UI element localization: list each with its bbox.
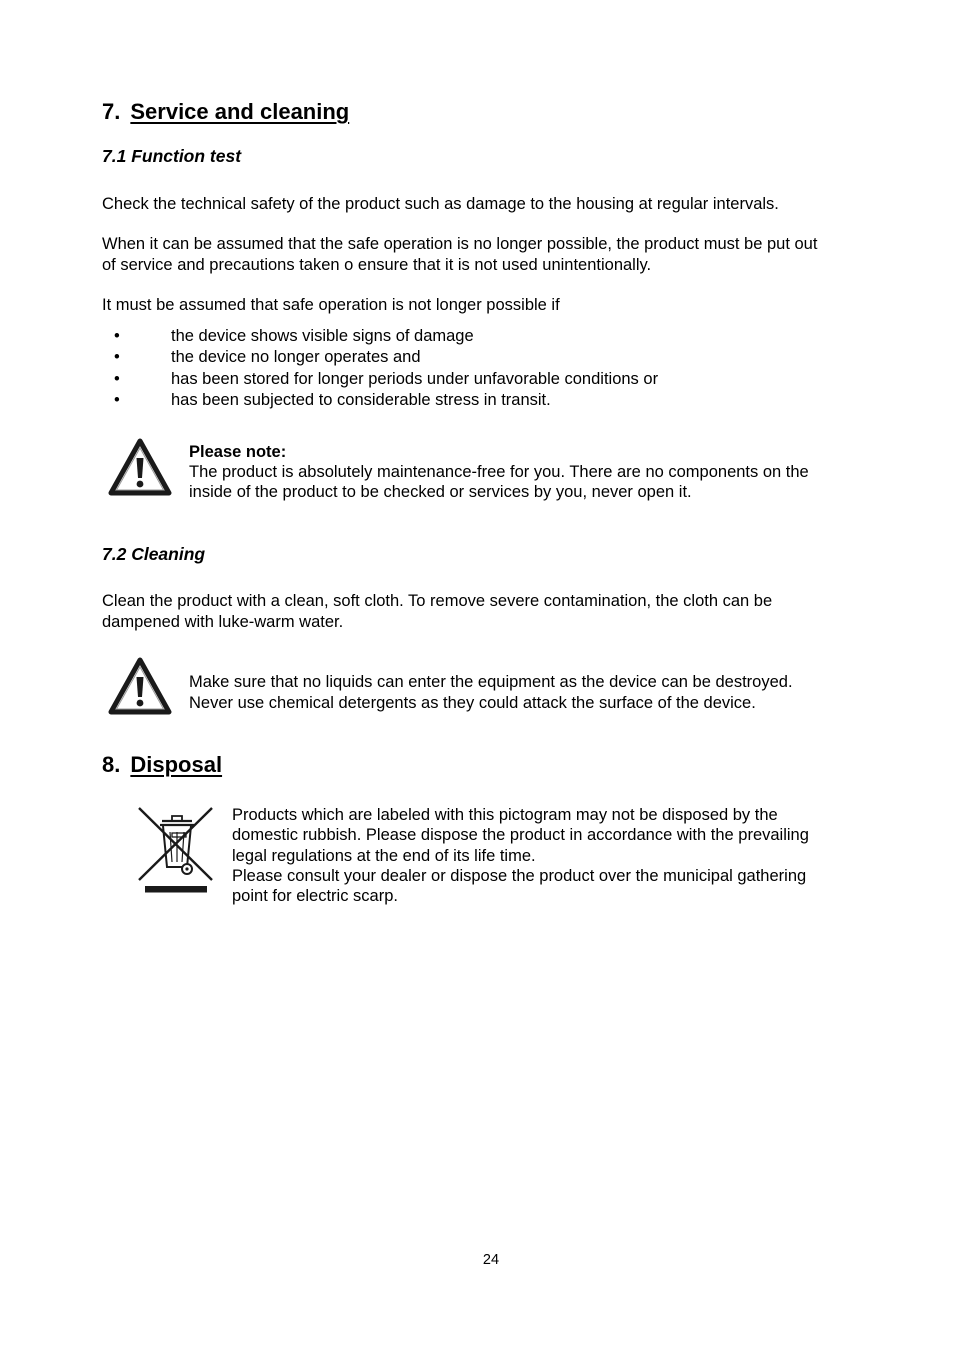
page-number: 24: [482, 1252, 500, 1268]
warning-text-line-1: Make sure that no liquids can enter the equipment as the device can be destroyed.: [189, 673, 793, 691]
paragraph-cleaning-line-2: dampened with luke-warm water.: [102, 613, 344, 631]
list-item: • has been subjected to considerable stress in transit.: [114, 390, 814, 411]
paragraph-conditions-intro: It must be assumed that safe operation is not longer possible if: [102, 296, 560, 314]
warning-text-line-2: Never use chemical detergents as they could attack the surface of the device.: [189, 694, 756, 712]
section-number: 8.: [102, 752, 121, 777]
bullet-icon: •: [114, 348, 120, 367]
note-title: Please note:: [189, 443, 287, 461]
disposal-text-line-1: Products which are labeled with this pictogram may not be disposed by the: [232, 806, 778, 824]
disposal-text-line-2: domestic rubbish. Please dispose the product in accordance with the prevailing: [232, 826, 809, 844]
list-item: • the device shows visible signs of damage: [114, 326, 814, 347]
conditions-list: [114, 326, 814, 416]
crossed-out-bin-icon: [136, 805, 216, 895]
section-8-heading: [102, 752, 222, 778]
paragraph-cleaning-line-1: Clean the product with a clean, soft cloth. To remove severe contamination, the cloth can be: [102, 592, 773, 610]
section-title: Disposal: [130, 752, 223, 777]
disposal-text-line-4: Please consult your dealer or dispose the product over the municipal gathering: [232, 867, 807, 885]
warning-triangle-icon: [108, 438, 172, 496]
subsection-7-2-heading: 7.2 Cleaning: [102, 544, 206, 564]
section-number: 7.: [102, 99, 121, 124]
bullet-icon: •: [114, 327, 120, 345]
list-item: • has been stored for longer periods under unfavorable conditions or: [114, 369, 814, 390]
warning-triangle-icon: [108, 657, 172, 715]
list-item: • the device no longer operates and: [114, 347, 814, 368]
disposal-text-line-3: legal regulations at the end of its life time.: [232, 847, 536, 865]
bullet-icon: •: [114, 391, 120, 410]
note-text-line-1: The product is absolutely maintenance-free for you. There are no components on the: [189, 463, 809, 481]
subsection-7-1-heading: 7.1 Function test: [102, 146, 242, 166]
bullet-icon: •: [114, 369, 120, 388]
paragraph-safe-operation-line-2: of service and precautions taken o ensure that it is not used unintentionally.: [102, 256, 652, 274]
section-title: Service and cleaning: [130, 99, 350, 124]
paragraph-safety-check: Check the technical safety of the product such as damage to the housing at regular intervals.: [102, 195, 779, 213]
note-text-line-2: inside of the product to be checked or services by you, never open it.: [189, 483, 692, 501]
paragraph-safe-operation-line-1: When it can be assumed that the safe operation is no longer possible, the product must be put out: [102, 235, 818, 253]
section-7-heading: [102, 99, 349, 125]
disposal-text-line-5: point for electric scarp.: [232, 887, 398, 905]
